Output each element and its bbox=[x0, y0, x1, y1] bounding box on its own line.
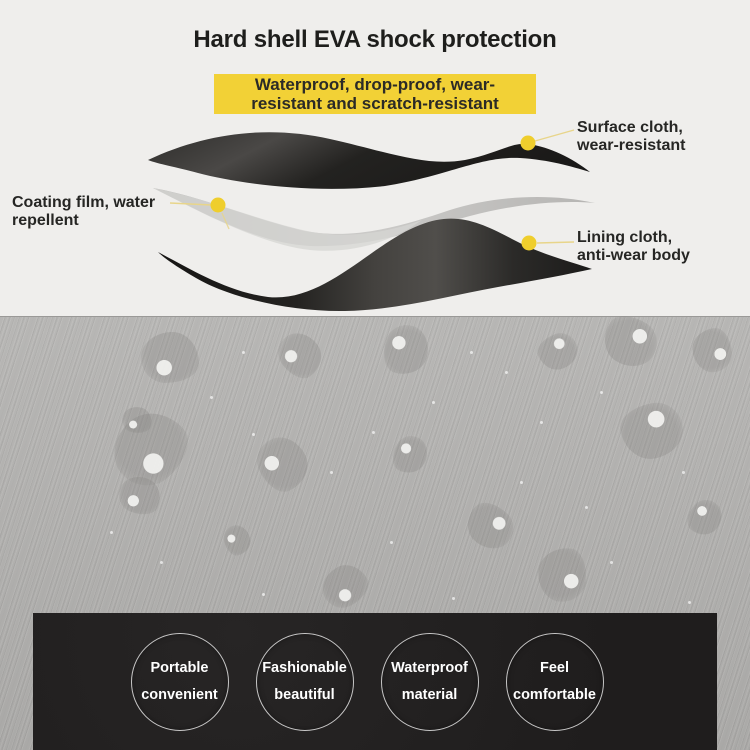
features-panel bbox=[33, 613, 717, 750]
water-speck bbox=[160, 561, 163, 564]
feature-line-2: material bbox=[401, 687, 458, 703]
water-droplet bbox=[250, 429, 316, 498]
water-speck bbox=[390, 541, 393, 544]
water-droplet bbox=[533, 328, 583, 375]
water-speck bbox=[372, 431, 375, 434]
surface-marker-dot bbox=[521, 136, 536, 151]
lining-marker-dot bbox=[522, 236, 537, 251]
highlight-line-2: resistant and scratch-resistant bbox=[251, 94, 499, 113]
callout-lining-line-2: anti-wear body bbox=[577, 247, 690, 265]
feature-line-1: Fashionable bbox=[262, 659, 347, 676]
feature-line-2: beautiful bbox=[274, 687, 335, 703]
water-speck bbox=[682, 471, 685, 474]
hero-section bbox=[0, 0, 750, 316]
water-speck bbox=[585, 506, 588, 509]
water-droplet bbox=[315, 557, 375, 615]
callout-surface-cloth bbox=[577, 119, 686, 155]
water-droplet bbox=[141, 332, 199, 383]
water-speck bbox=[110, 531, 113, 534]
water-speck bbox=[520, 481, 523, 484]
callout-coating-film bbox=[12, 194, 202, 230]
callout-coating-line-1: Coating film, water bbox=[12, 194, 156, 211]
callout-surface-line-1: Surface cloth, bbox=[577, 119, 683, 136]
water-speck bbox=[262, 593, 265, 596]
water-droplet bbox=[220, 522, 253, 558]
feature-circles-row bbox=[131, 633, 604, 731]
water-speck bbox=[505, 371, 508, 374]
water-speck bbox=[688, 601, 691, 604]
feature-line-1: Portable bbox=[150, 659, 209, 676]
water-speck bbox=[210, 396, 213, 399]
water-droplet bbox=[270, 325, 330, 386]
feature-line-1: Waterproof bbox=[391, 659, 468, 676]
water-droplet bbox=[595, 307, 666, 376]
water-speck bbox=[432, 401, 435, 404]
lining-leader-line bbox=[537, 242, 574, 243]
feature-circle-comfortable bbox=[506, 633, 604, 731]
water-speck bbox=[242, 351, 245, 354]
water-speck bbox=[540, 421, 543, 424]
surface-leader-line bbox=[535, 130, 574, 141]
callout-surface-line-2: wear-resistant bbox=[577, 137, 686, 155]
page-title: Hard shell EVA shock protection bbox=[193, 26, 557, 53]
feature-line-1: Feel bbox=[539, 659, 569, 676]
highlight-line-1: Waterproof, drop-proof, wear- bbox=[254, 74, 496, 94]
water-droplet bbox=[681, 494, 728, 542]
callout-coating-line-2: repellent bbox=[12, 212, 79, 230]
water-droplet bbox=[378, 320, 434, 380]
fabric-layers-illustration bbox=[0, 0, 750, 316]
water-droplet bbox=[617, 399, 688, 463]
water-droplet bbox=[386, 430, 433, 479]
water-speck bbox=[330, 471, 333, 474]
feature-line-2: convenient bbox=[141, 687, 218, 703]
water-speck bbox=[610, 561, 613, 564]
water-droplet bbox=[536, 545, 589, 604]
water-speck bbox=[252, 433, 255, 436]
water-droplet bbox=[458, 494, 522, 558]
coating-marker-dot bbox=[211, 198, 226, 213]
callout-lining-line-1: Lining cloth, bbox=[577, 229, 673, 246]
water-speck bbox=[470, 351, 473, 354]
water-droplet bbox=[691, 327, 733, 374]
water-speck bbox=[452, 597, 455, 600]
callout-lining-cloth bbox=[577, 229, 690, 265]
feature-circle-waterproof bbox=[381, 633, 479, 731]
feature-circle-portable bbox=[131, 633, 229, 731]
feature-line-2: comfortable bbox=[513, 687, 596, 703]
water-speck bbox=[600, 391, 603, 394]
feature-circle-fashionable bbox=[256, 633, 354, 731]
